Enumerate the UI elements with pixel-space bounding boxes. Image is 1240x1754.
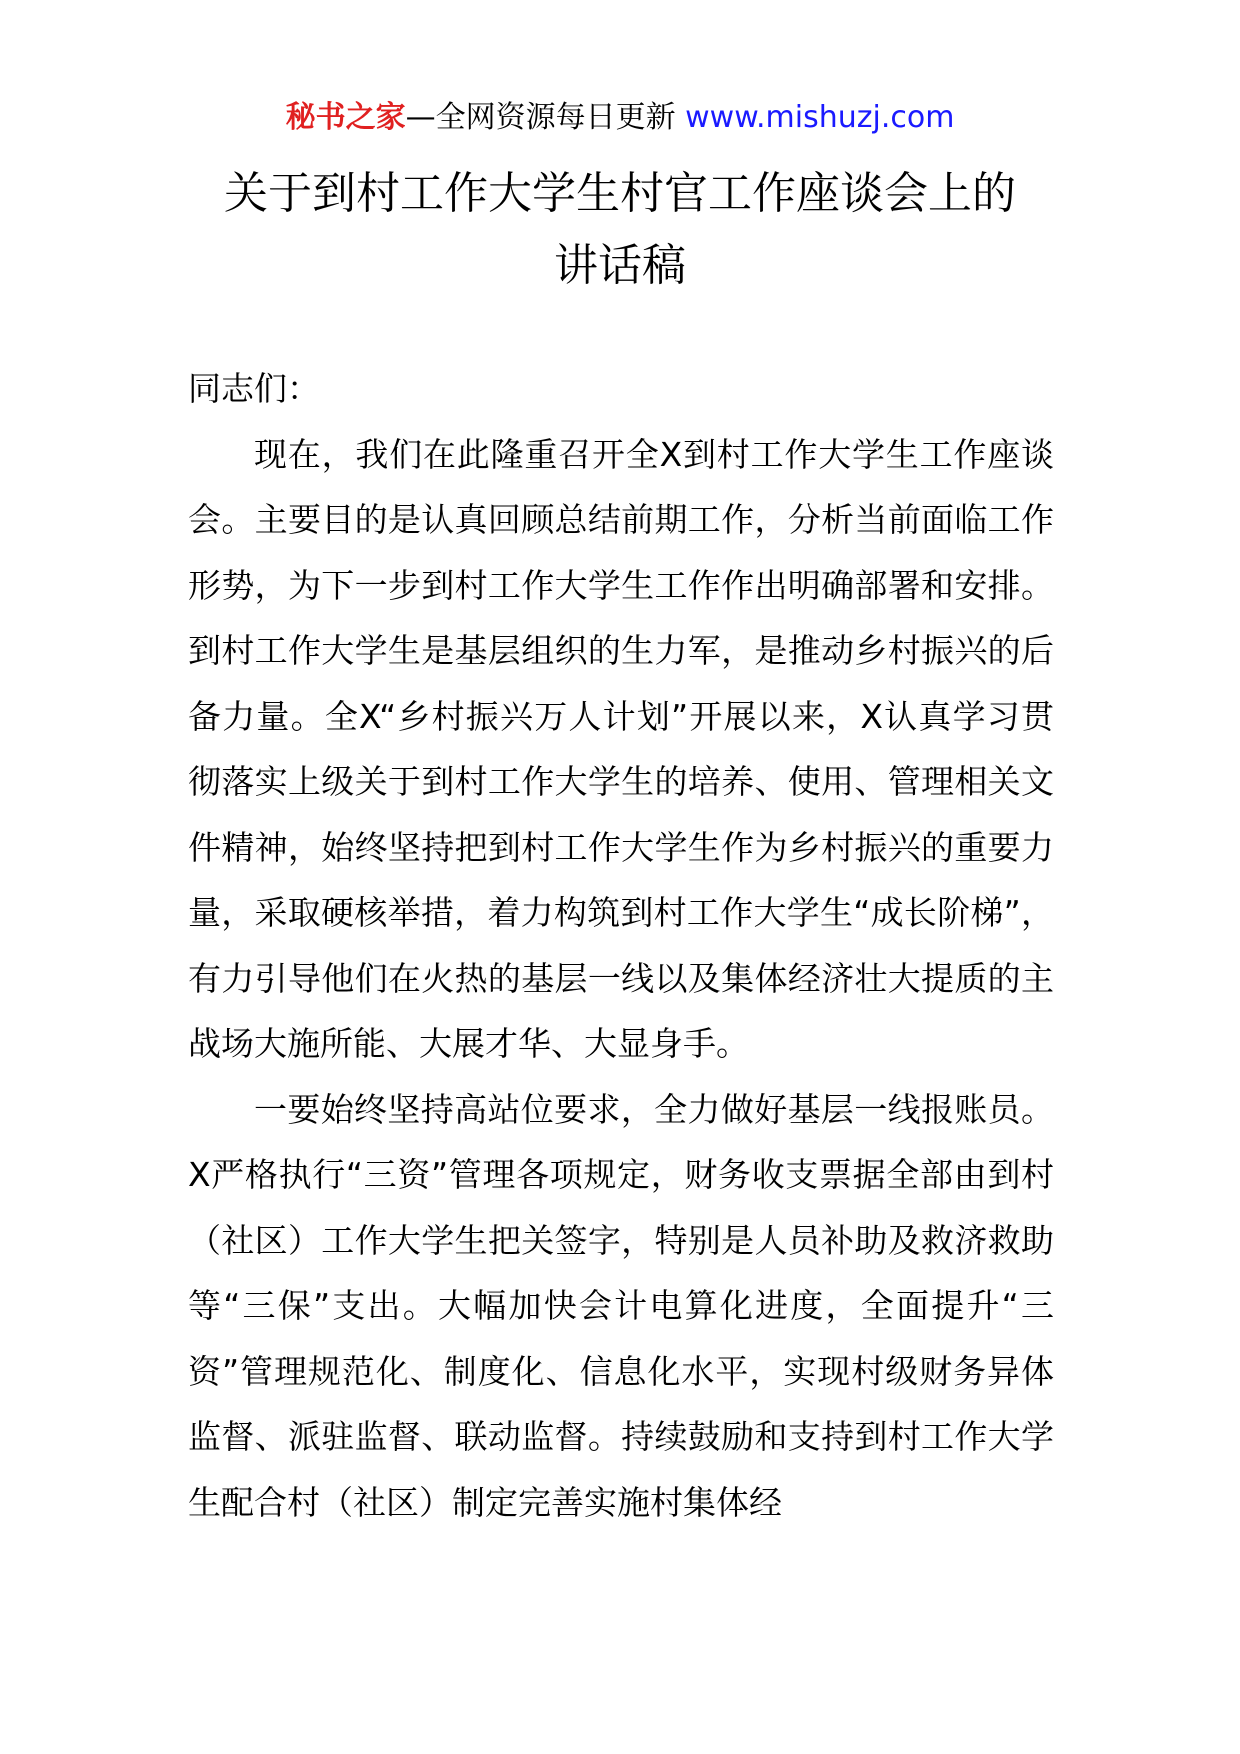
paragraph-intro: 现在，我们在此隆重召开全X到村工作大学生工作座谈会。主要目的是认真回顾总结前期工作，分析当前面临工作形势，为下一步到村工作大学生工作作出明确部署和安排。到村工作大学生是基层组织的生力军，是推动乡村振兴的后备力量。全X“乡村振兴万人计划”开展以来，X认真学习贯彻落实上级关于到村工作大学生的培养、使用、管理相关文件精神，始终坚持把到村工作大学生作为乡村振兴的重要力量，采取硬核举措，着力构筑到村工作大学生“成长阶梯”，有力引导他们在火热的基层一线以及集体经济壮大提质的主战场大施所能、大展才华、大显身手。 [188,434,1054,1063]
salutation: 同志们： [188,369,320,408]
paragraph-point-one: 一要始终坚持高站位要求，全力做好基层一线报账员。X严格执行“三资”管理各项规定，财务收支票据全部由到村（社区）工作大学生把关签字，特别是人员补助及救济救助等“三保”支出。大幅加快会计电算化进度，全面提升“三资”管理规范化、制度化、信息化水平，实现村级财务异体监督、派驻监督、联动监督。持续鼓励和支持到村工作大学生配合村（社区）制定完善实施村集体经 [188,1089,1054,1522]
title-line-2: 讲话稿 [554,240,686,291]
site-url-link[interactable]: www.mishuzj.com [685,100,955,135]
document-body [188,356,1054,1535]
title-line-1: 关于到村工作大学生村官工作座谈会上的 [224,168,1016,219]
brand-name: 秘书之家 [285,100,406,135]
document-title [0,158,1240,302]
site-header [0,98,1240,138]
header-tagline: —全网资源每日更新 [405,100,676,135]
